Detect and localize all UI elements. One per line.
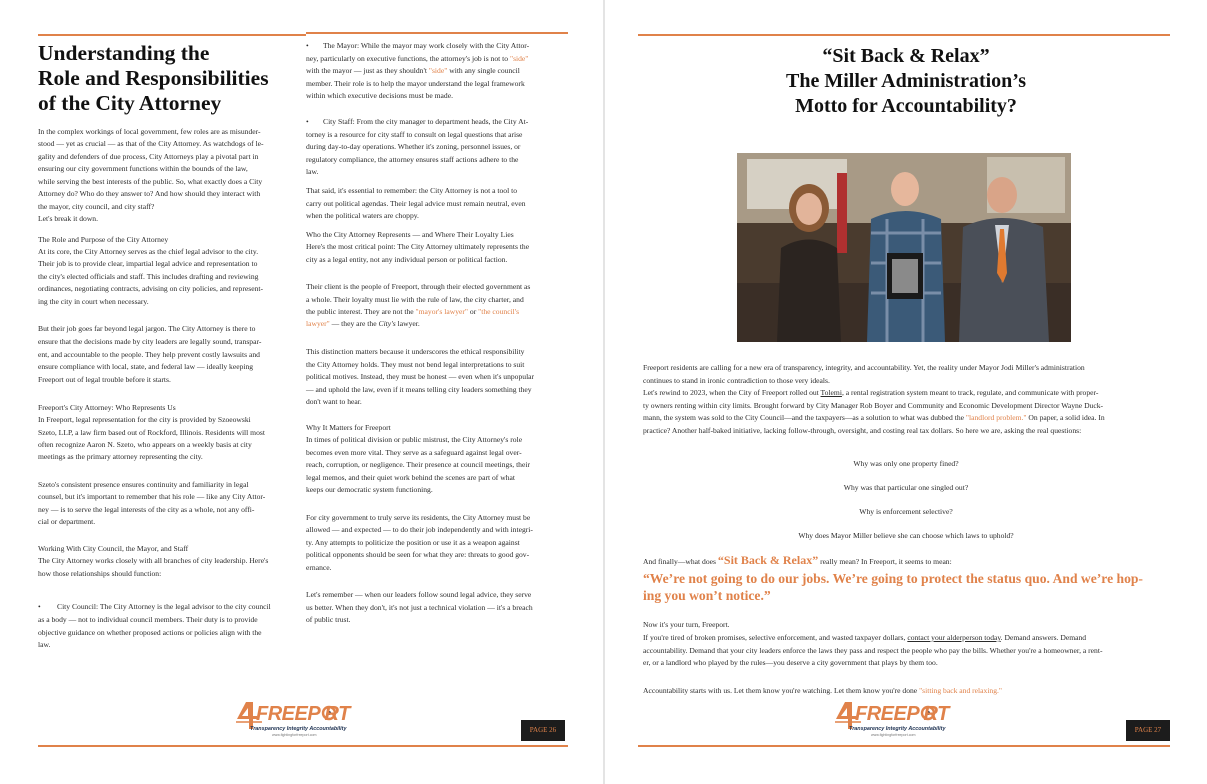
paragraph-line: Let's remember — when our leaders follow sound legal advice, they serve	[306, 590, 532, 599]
pull-quote-line-1: “We’re not going to do our jobs. We’re going to protect the status quo. And we’re hop-	[643, 571, 1143, 586]
paragraph-line: City Staff: From the city manager to department heads, the City At-	[323, 117, 529, 126]
question-line: Why was only one property fined?	[853, 459, 959, 468]
top-rule-right	[306, 32, 568, 34]
paragraph-line: Let's break it down.	[38, 214, 98, 223]
page-number-badge: PAGE 27	[1126, 720, 1170, 741]
tolemi-term: Tolemi	[820, 388, 842, 397]
paragraph-line: how those relationships should function:	[38, 569, 162, 578]
paragraph-line: the mayor, city council, and city staff?	[38, 202, 155, 211]
award-photo-illustration	[737, 153, 1071, 342]
paragraph-line: Szeto, LLP, a law firm based out of Rockford, Illinois. Residents will most	[38, 428, 265, 437]
text-run: , a rental registration system meant to track, regulate, and communicate with proper-	[841, 388, 1099, 397]
paragraph-line: within which executive decisions must be made.	[306, 91, 453, 100]
text-run: On paper, a solid idea. In	[1028, 413, 1105, 422]
paragraph-line: don't want to hear.	[306, 397, 362, 406]
page-number-badge: PAGE 26	[521, 720, 565, 741]
logo-url: www.fightingforfreeport.com	[871, 733, 916, 737]
quoted-term: "side"	[428, 66, 448, 75]
paragraph-line: counsel, but it's important to remember that his role — like any City Attor-	[38, 492, 266, 501]
paragraph-line: ensure that the decisions made by city leaders are legally sound, transpar-	[38, 337, 262, 346]
photo-person-center-face	[891, 172, 919, 206]
paragraph-line: City Council: The City Attorney is the legal advisor to the city council	[57, 602, 271, 611]
paragraph-line: law.	[38, 640, 51, 649]
paragraph-line: law.	[306, 167, 319, 176]
paragraph-line: cial or department.	[38, 517, 96, 526]
paragraph-line: ensure compliance with local, state, and federal law — ideally keeping	[38, 362, 254, 371]
paragraph-line: objective guidance on whether proposed actions or policies align with the	[38, 628, 262, 637]
paragraph-line: city as a legal entity, not any individual person or political faction.	[306, 255, 508, 264]
paragraph-line: In the complex workings of local government, few roles are as misunder-	[38, 127, 261, 136]
paragraph-line: regulatory compliance, the attorney ensures staff actions adhere to the	[306, 155, 519, 164]
paragraph-line: — and uphold the law, even if it means telling city leaders something they	[306, 385, 532, 394]
quoted-term: lawyer"	[306, 319, 330, 328]
paragraph-line: when the political waters are choppy.	[306, 211, 419, 220]
paragraph-line: often recognize Aaron N. Szeto, who appears on a weekly basis at city	[38, 440, 252, 449]
paragraph-line	[306, 318, 420, 331]
paragraph-line: as a body — not to individual council members. Their duty is to provide	[38, 615, 258, 624]
photo-person-left-body	[777, 240, 841, 343]
freeport-logo	[831, 699, 961, 739]
quoted-term: "sitting back and relaxing."	[919, 686, 1003, 695]
paragraph-line: Now it's your turn, Freeport.	[643, 620, 730, 629]
paragraph-line	[643, 387, 1098, 400]
bullet: •	[38, 602, 41, 611]
bottom-rule	[638, 745, 1170, 747]
finally-line	[643, 553, 952, 569]
logo-word: FREEP RT	[256, 703, 350, 725]
paragraph-line: ent, and accountable to the people. They help prevent costly lawsuits and	[38, 350, 260, 359]
text-run: or	[469, 307, 477, 316]
text-run: . Demand answers. Demand	[1000, 633, 1087, 642]
section-heading: Freeport's City Attorney: Who Represents Us	[38, 403, 176, 412]
sit-back-quote: “Sit Back & Relax”	[717, 553, 819, 567]
page-title-line-2: Motto for Accountability?	[795, 95, 1017, 117]
paragraph-line: The Mayor: While the mayor may work closely with the City Attor-	[323, 41, 530, 50]
right-page	[605, 0, 1207, 784]
quoted-term: "the council's	[478, 307, 520, 316]
paragraph-line	[643, 412, 1105, 425]
paragraph-line: carry out political agendas. Their legal advice must remain neutral, even	[306, 199, 526, 208]
emphasis: City's	[378, 319, 396, 328]
photo-person-left-face	[796, 193, 822, 225]
paragraph-line: Freeport residents are calling for a new era of transparency, integrity, and accountability. Yet, the reality under Mayor Jodi Miller's administration	[643, 363, 1085, 372]
paragraph-line: practice? Another half-baked initiative, lacking follow-through, oversight, and costing real tax dollars. So here we are, asking the real questions:	[643, 426, 1082, 435]
bullet: •	[306, 41, 309, 50]
text-run: ney, particularly on executive functions, the attorney's job is not to	[306, 54, 509, 63]
paragraph-line	[306, 53, 528, 66]
paragraph-line: stood — yet as crucial — as that of the City Attorney. As watchdogs of le-	[38, 139, 264, 148]
section-heading: Working With City Council, the Mayor, and Staff	[38, 544, 189, 553]
left-page	[0, 0, 603, 784]
page-title-orange: “Sit Back & Relax”	[822, 45, 990, 67]
paragraph-line: In Freeport, legal representation for the city is provided by Szoeowski	[38, 415, 251, 424]
bullet: •	[306, 117, 309, 126]
paragraph-line: Their job is to provide clear, impartial legal advice and representation to	[38, 259, 258, 268]
page-title-line-1: Understanding the	[38, 41, 210, 65]
freeport-logo	[232, 699, 362, 739]
paragraph-line: ensuring our city government functions within the bounds of the law,	[38, 164, 248, 173]
paragraph-line: legal memos, and their quiet work behind the scenes are part of what	[306, 473, 515, 482]
contact-alderperson-link[interactable]: contact your alderperson today	[907, 633, 1001, 642]
paragraph-line: continues to stand in ironic contradiction to those very ideals.	[643, 376, 830, 385]
paragraph-line: a whole. Their loyalty must lie with the rule of law, the city charter, and	[306, 295, 524, 304]
paragraph-line: political motives. Instead, they must be honest — even when it's unpopular	[306, 372, 535, 381]
paragraph-line: torney is a resource for city staff to consult on legal questions that arise	[306, 130, 523, 139]
quoted-term: "side"	[509, 54, 529, 63]
paragraph-line: In times of political division or public mistrust, the City Attorney's role	[306, 435, 523, 444]
photo-plaque-plate	[892, 259, 918, 293]
paragraph-line: The City Attorney works closely with all branches of city leadership. Here's	[38, 556, 269, 565]
logo-four-shape	[237, 702, 257, 729]
page-title-line-3: of the City Attorney	[38, 91, 222, 115]
award-photo	[737, 153, 1071, 342]
paragraph-line: reach, corruption, or negligence. Their presence at council meetings, their	[306, 460, 530, 469]
paragraph-line: Their client is the people of Freeport, through their elected government as	[306, 282, 531, 291]
paragraph-line: ney — is to serve the legal interests of the city as a whole, not any offi-	[38, 505, 255, 514]
paragraph-line: becomes even more vital. They serve as a safeguard against legal over-	[306, 448, 522, 457]
paragraph-line: the City Attorney holds. They must not bend legal interpretations to suit	[306, 360, 525, 369]
paragraph-line: Freeport out of legal trouble before it starts.	[38, 375, 171, 384]
paragraph-line: ing the city in court when necessary.	[38, 297, 149, 306]
logo-four-shape	[836, 702, 856, 729]
paragraph-line: For city government to truly serve its residents, the City Attorney must be	[306, 513, 531, 522]
question-line: Why does Mayor Miller believe she can choose which laws to uphold?	[798, 531, 1014, 540]
paragraph-line: member. Their role is to help the mayor understand the legal framework	[306, 79, 525, 88]
paragraph-line: Szeto's consistent presence ensures continuity and familiarity in legal	[38, 480, 249, 489]
page-title-line-2: Role and Responsibilities	[38, 66, 269, 90]
text-run: Accountability starts with us. Let them know you're watching. Let them know you're done	[643, 686, 918, 695]
text-run: mann, the system was sold to the City Council—and the taxpayers—as a solution to what was dubbed the	[643, 413, 964, 422]
text-run: If you're tired of broken promises, selective enforcement, and wasted taxpayer dollars,	[643, 633, 906, 642]
logo-word: FREEP RT	[855, 703, 949, 725]
text-run: really mean? In Freeport, it seems to mean:	[820, 557, 952, 566]
logo-tagline: Transparency Integrity Accountability	[250, 726, 347, 732]
paragraph-line: At its core, the City Attorney serves as the chief legal advisor to the city.	[38, 247, 259, 256]
paragraph-line: ty owners renting within city limits. Brought forward by City Manager Rob Boyer and Community and Economic Development Director Wayne Duck-	[643, 401, 1104, 410]
text-run: the public interest. They are not the	[306, 307, 414, 316]
page-title-line-1: The Miller Administration’s	[786, 70, 1026, 92]
paragraph-line: us better. When they don't, it's not just a technical violation — it's a breach	[306, 603, 533, 612]
logo-url: www.fightingforfreeport.com	[272, 733, 317, 737]
paragraph-line: political opponents should be seen for what they are: threats to good gov-	[306, 550, 530, 559]
paragraph-line: gality and defenders of due process, City Attorneys play a pivotal part in	[38, 152, 259, 161]
paragraph-line: keeps our democratic system functioning.	[306, 485, 433, 494]
paragraph-line	[643, 632, 1086, 645]
paragraph-line: ernance.	[306, 563, 332, 572]
paragraph-line: of public trust.	[306, 615, 351, 624]
text-run: with the mayor — just as they shouldn't	[306, 66, 427, 75]
text-run: And finally—what does	[643, 557, 716, 566]
section-heading: The Role and Purpose of the City Attorney	[38, 235, 169, 244]
paragraph-line: allowed — and expected — to do their job independently and with integri-	[306, 525, 533, 534]
pull-quote-line-2: ing you won’t notice.”	[643, 588, 771, 603]
paragraph-line: while serving the best interests of the public. So, what exactly does a City	[38, 177, 263, 186]
closing-line	[643, 685, 1002, 698]
paragraph-line: This distinction matters because it underscores the ethical responsibility	[306, 347, 525, 356]
paragraph-line	[306, 65, 520, 78]
bottom-rule	[38, 745, 568, 747]
paragraph-line: er, or a landlord who played by the rules—you deserve a city government that plays by them too.	[643, 658, 938, 667]
quoted-term: "landlord problem."	[965, 413, 1027, 422]
question-line: Why is enforcement selective?	[859, 507, 953, 516]
text-run: with any single council	[449, 66, 520, 75]
top-rule-left	[38, 34, 306, 36]
paragraph-line: meetings as the primary attorney representing the city.	[38, 452, 203, 461]
section-heading: Why It Matters for Freeport	[306, 423, 391, 432]
question-line: Why was that particular one singled out?	[843, 483, 969, 492]
section-heading: Who the City Attorney Represents — and Where Their Loyalty Lies	[306, 230, 514, 239]
paragraph-line	[306, 306, 519, 319]
paragraph-line: Attorney do? Who do they answer to? And how should they interact with	[38, 189, 261, 198]
text-run: lawyer.	[397, 319, 420, 328]
photo-person-right-face	[987, 177, 1017, 213]
paragraph-line: ty. Any attempts to politicize the position or use it as a weapon against	[306, 538, 520, 547]
paragraph-line: during day-to-day operations. Whether it's zoning, personnel issues, or	[306, 142, 521, 151]
text-run: Let's rewind to 2023, when the City of Freeport rolled out	[643, 388, 819, 397]
paragraph-line: That said, it's essential to remember: the City Attorney is not a tool to	[306, 186, 518, 195]
paragraph-line: accountability. Demand that your city leaders enforce the laws they pass and respect the people who pay the bills. Whether you're a homeowner, a rent-	[643, 646, 1103, 655]
paragraph-line: Here's the most critical point: The City Attorney ultimately represents the	[306, 242, 530, 251]
paragraph-line: But their job goes far beyond legal jargon. The City Attorney is there to	[38, 324, 256, 333]
paragraph-line: ordinances, negotiating contracts, advising on city policies, and represent-	[38, 284, 264, 293]
paragraph-line: the city's elected officials and staff. This includes drafting and reviewing	[38, 272, 259, 281]
photo-flag	[837, 173, 847, 253]
text-run: — they are the	[331, 319, 377, 328]
logo-tagline: Transparency Integrity Accountability	[849, 726, 946, 732]
top-rule	[638, 34, 1170, 36]
quoted-term: "mayor's lawyer"	[415, 307, 469, 316]
